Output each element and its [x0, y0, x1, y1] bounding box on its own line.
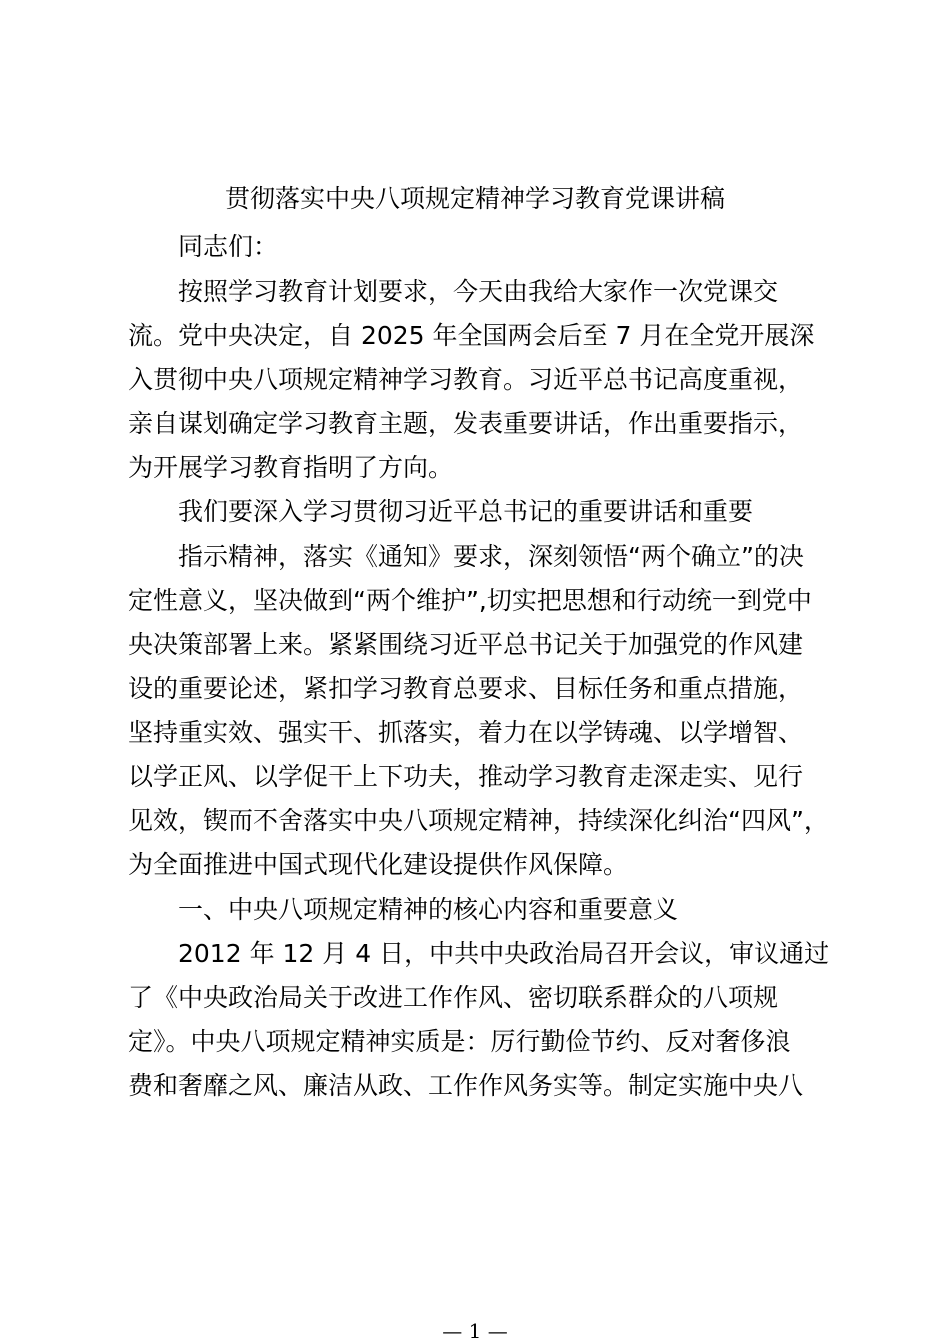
body-line: 指示精神，落实《通知》要求，深刻领悟“两个确立”的决	[178, 542, 804, 571]
body-line: 为开展学习教育指明了方向。	[128, 453, 454, 482]
body-line: 以学正风、以学促干上下功夫，推动学习教育走深走实、见行	[128, 762, 804, 791]
body-line: 按照学习教育计划要求，今天由我给大家作一次党课交	[178, 277, 779, 306]
body-line: 流。党中央决定，自 2025 年全国两会后至 7 月在全党开展深	[128, 321, 815, 350]
section-heading: 一、中央八项规定精神的核心内容和重要意义	[178, 895, 679, 924]
body-line: 了《中央政治局关于改进工作作风、密切联系群众的八项规	[128, 983, 779, 1012]
body-line: 见效，锲而不舍落实中央八项规定精神，持续深化纠治“四风”，	[128, 806, 829, 835]
body-line: 定》。中央八项规定精神实质是：厉行勤俭节约、反对奢侈浪	[128, 1027, 791, 1056]
body-line: 入贯彻中央八项规定精神学习教育。习近平总书记高度重视，	[128, 365, 804, 394]
salutation-line: 同志们：	[178, 232, 279, 261]
body-line: 亲自谋划确定学习教育主题，发表重要讲话，作出重要指示，	[128, 409, 804, 438]
body-line: 设的重要论述，紧扣学习教育总要求、目标任务和重点措施，	[128, 674, 804, 703]
body-line: 为全面推进中国式现代化建设提供作风保障。	[128, 850, 629, 879]
body-line: 坚持重实效、强实干、抓落实，着力在以学铸魂、以学增智、	[128, 718, 804, 747]
document-title: 贯彻落实中央八项规定精神学习教育党课讲稿	[224, 184, 725, 213]
body-line: 央决策部署上来。紧紧围绕习近平总书记关于加强党的作风建	[128, 630, 804, 659]
body-line: 我们要深入学习贯彻习近平总书记的重要讲话和重要	[178, 497, 754, 526]
body-line: 定性意义，坚决做到“两个维护”,切实把思想和行动统一到党中	[128, 586, 812, 615]
page-number: — 1 —	[442, 1319, 508, 1343]
body-line: 2012 年 12 月 4 日，中共中央政治局召开会议，审议通过	[178, 939, 830, 968]
body-line: 费和奢靡之风、廉洁从政、工作作风务实等。制定实施中央八	[128, 1071, 804, 1100]
